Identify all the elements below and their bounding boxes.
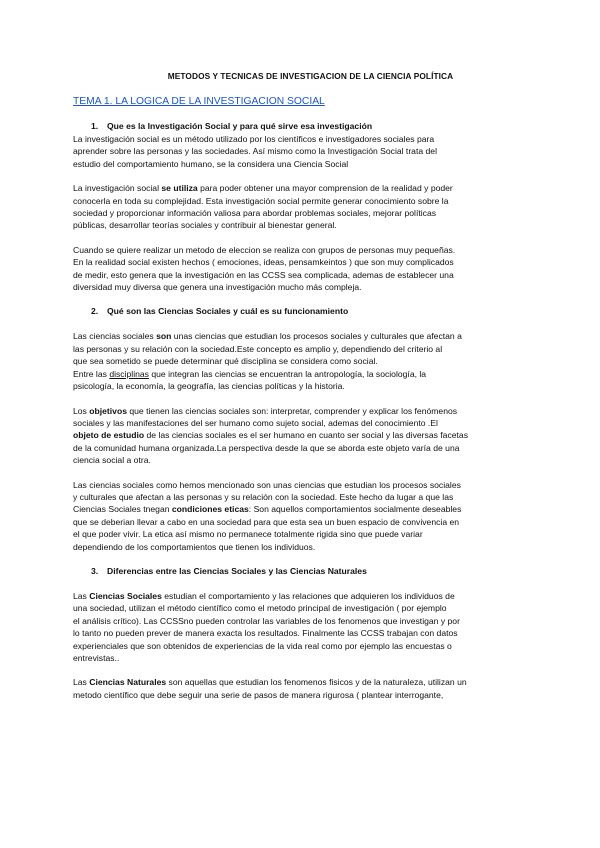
section-2-heading: [91, 306, 540, 316]
paragraph-line: dependiendo de los comportamientos que tienen los individuos.: [73, 541, 316, 552]
section-3-heading: [91, 566, 540, 576]
paragraph-line: psicología, la economía, la geografía, las ciencias políticas y la historia.: [73, 381, 345, 392]
paragraph-line: Los objetivos que tienen las ciencias sociales son: interpretar, comprender y explicar los fenómenos: [73, 405, 458, 416]
section-1-number: 1.: [91, 121, 99, 131]
section-1-heading-text: Que es la Investigación Social y para qué sirve esa investigación: [107, 121, 373, 131]
document-title: METODOS Y TECNICAS DE INVESTIGACION DE LA CIENCIA POLÍTICA: [167, 71, 454, 81]
paragraph-line: estudio del comportamiento humano, se la considera una Ciencia Social: [73, 158, 349, 169]
paragraph-line: el análisis crítico). Las CCSSno pueden controlar las variables de los fenomenos que investigan y por: [73, 615, 460, 626]
paragraph-line: de la comunidad humana organizada.La perspectiva desde la que se aborda este objeto varía de una: [73, 442, 460, 453]
paragraph-line: Cuando se quiere realizar un metodo de eleccion se realiza con grupos de personas muy pequeñas.: [73, 244, 456, 255]
paragraph-line: y culturales que afectan a las personas y su relación con la sociedad. Este hecho da lugar a que las: [73, 491, 454, 502]
paragraph-line: que se deberian llevar a cabo en una sociedad para que esta sea un buen espacio de convivencia en: [73, 516, 460, 527]
section-2-heading-text: Qué son las Ciencias Sociales y cuál es su funcionamiento: [107, 306, 349, 317]
paragraph-line: Las ciencias sociales son unas ciencias que estudian los procesos sociales y culturales que afectan a: [73, 331, 462, 342]
disciplinas-underlined: disciplinas: [109, 368, 149, 379]
paragraph-line: lo tanto no pueden prever de manera exacta los resultados. Finalmente las CCSS trabajan con datos: [73, 628, 458, 639]
paragraph-line: las personas y su relación con la sociedad.Este concepto es amplio y, dependiendo del criterio al: [73, 343, 443, 354]
paragraph-line: Las Ciencias Sociales estudian el comportamiento y las relaciones que adquieren los individuos de: [73, 590, 455, 601]
paragraph-line: experienciales que son obtenidos de experiencias de la vida real como por ejemplo las encuestas o: [73, 640, 452, 651]
paragraph-line: Las Ciencias Naturales son aquellas que estudian los fenomenos fisicos y de la naturaleza, utilizan un: [73, 677, 467, 688]
paragraph-line: En la realidad social existen hechos ( emociones, ideas, pensamkeintos ) que son muy complicados: [73, 257, 454, 268]
section-2-number: 2.: [91, 306, 99, 317]
paragraph-line: Entre las disciplinas que integran las ciencias se encuentran la antropología, la sociología, la: [73, 368, 427, 379]
paragraph-line: aprender sobre las personas y las sociedades. Así mismo como la Investigación Social trata del: [73, 146, 437, 157]
paragraph-line: conocerla en toda su complejidad. Esta investigación social permite generar conocimiento sobre la: [73, 195, 449, 206]
paragraph-line: entrevistas..: [73, 653, 120, 663]
paragraph-line: una sociedad, utilizan el método científico como el metodo principal de investigación ( por ejemplo: [73, 603, 447, 614]
paragraph-line: La investigación social es un método utilizado por los científicos e investigadores sociales para: [73, 134, 435, 144]
paragraph-line: objeto de estudio de las ciencias sociales es el ser humano en cuanto ser social y las diversas facetas: [73, 430, 469, 441]
paragraph-line: Ciencias Sociales tnegan condiciones eticas: Son aquellos comportamientos socialmente deseables: [73, 504, 462, 515]
paragraph-line: La investigación social se utiliza para poder obtener una mayor comprension de la realidad y poder: [73, 183, 453, 194]
tema-title-link[interactable]: TEMA 1. LA LOGICA DE LA INVESTIGACION SOCIAL: [73, 96, 325, 107]
paragraph-line: públicas, desarrollar teorías sociales y contribuir al bienestar general.: [73, 220, 337, 231]
paragraph-line: ciencia social a otra.: [73, 455, 151, 466]
section-1-heading: [91, 121, 540, 131]
paragraph-line: el que poder vivir. La etica así mismo no permanece totalmente rigida sino que puede variar: [73, 529, 423, 540]
paragraph-line: diversidad muy diversa que genera una investigación mucho más compleja.: [73, 282, 362, 293]
paragraph-line: que sea sometido se puede determinar qué disciplina se considera como social.: [73, 356, 378, 367]
paragraph-line: sociedad y proporcionar información valiosa para abordar problemas sociales, mejorar políticas: [73, 208, 437, 219]
paragraph-line: sociales y las manifestaciones del ser humano como sujeto social, ademas del conocimiento .El: [73, 417, 438, 428]
section-3-heading-text: Diferencias entre las Ciencias Sociales y las Ciencias Naturales: [107, 565, 367, 576]
paragraph-line: metodo científico que debe seguir una serie de pasos de manera rigurosa ( plantear interrogante,: [73, 689, 444, 700]
paragraph-line: de medir, esto genera que la investigación en las CCSS sea complicada, ademas de establecer una: [73, 269, 454, 280]
paragraph-line: Las ciencias sociales como hemos mencionado son unas ciencias que estudian los procesos sociales: [73, 479, 461, 490]
section-3-number: 3.: [91, 565, 99, 576]
